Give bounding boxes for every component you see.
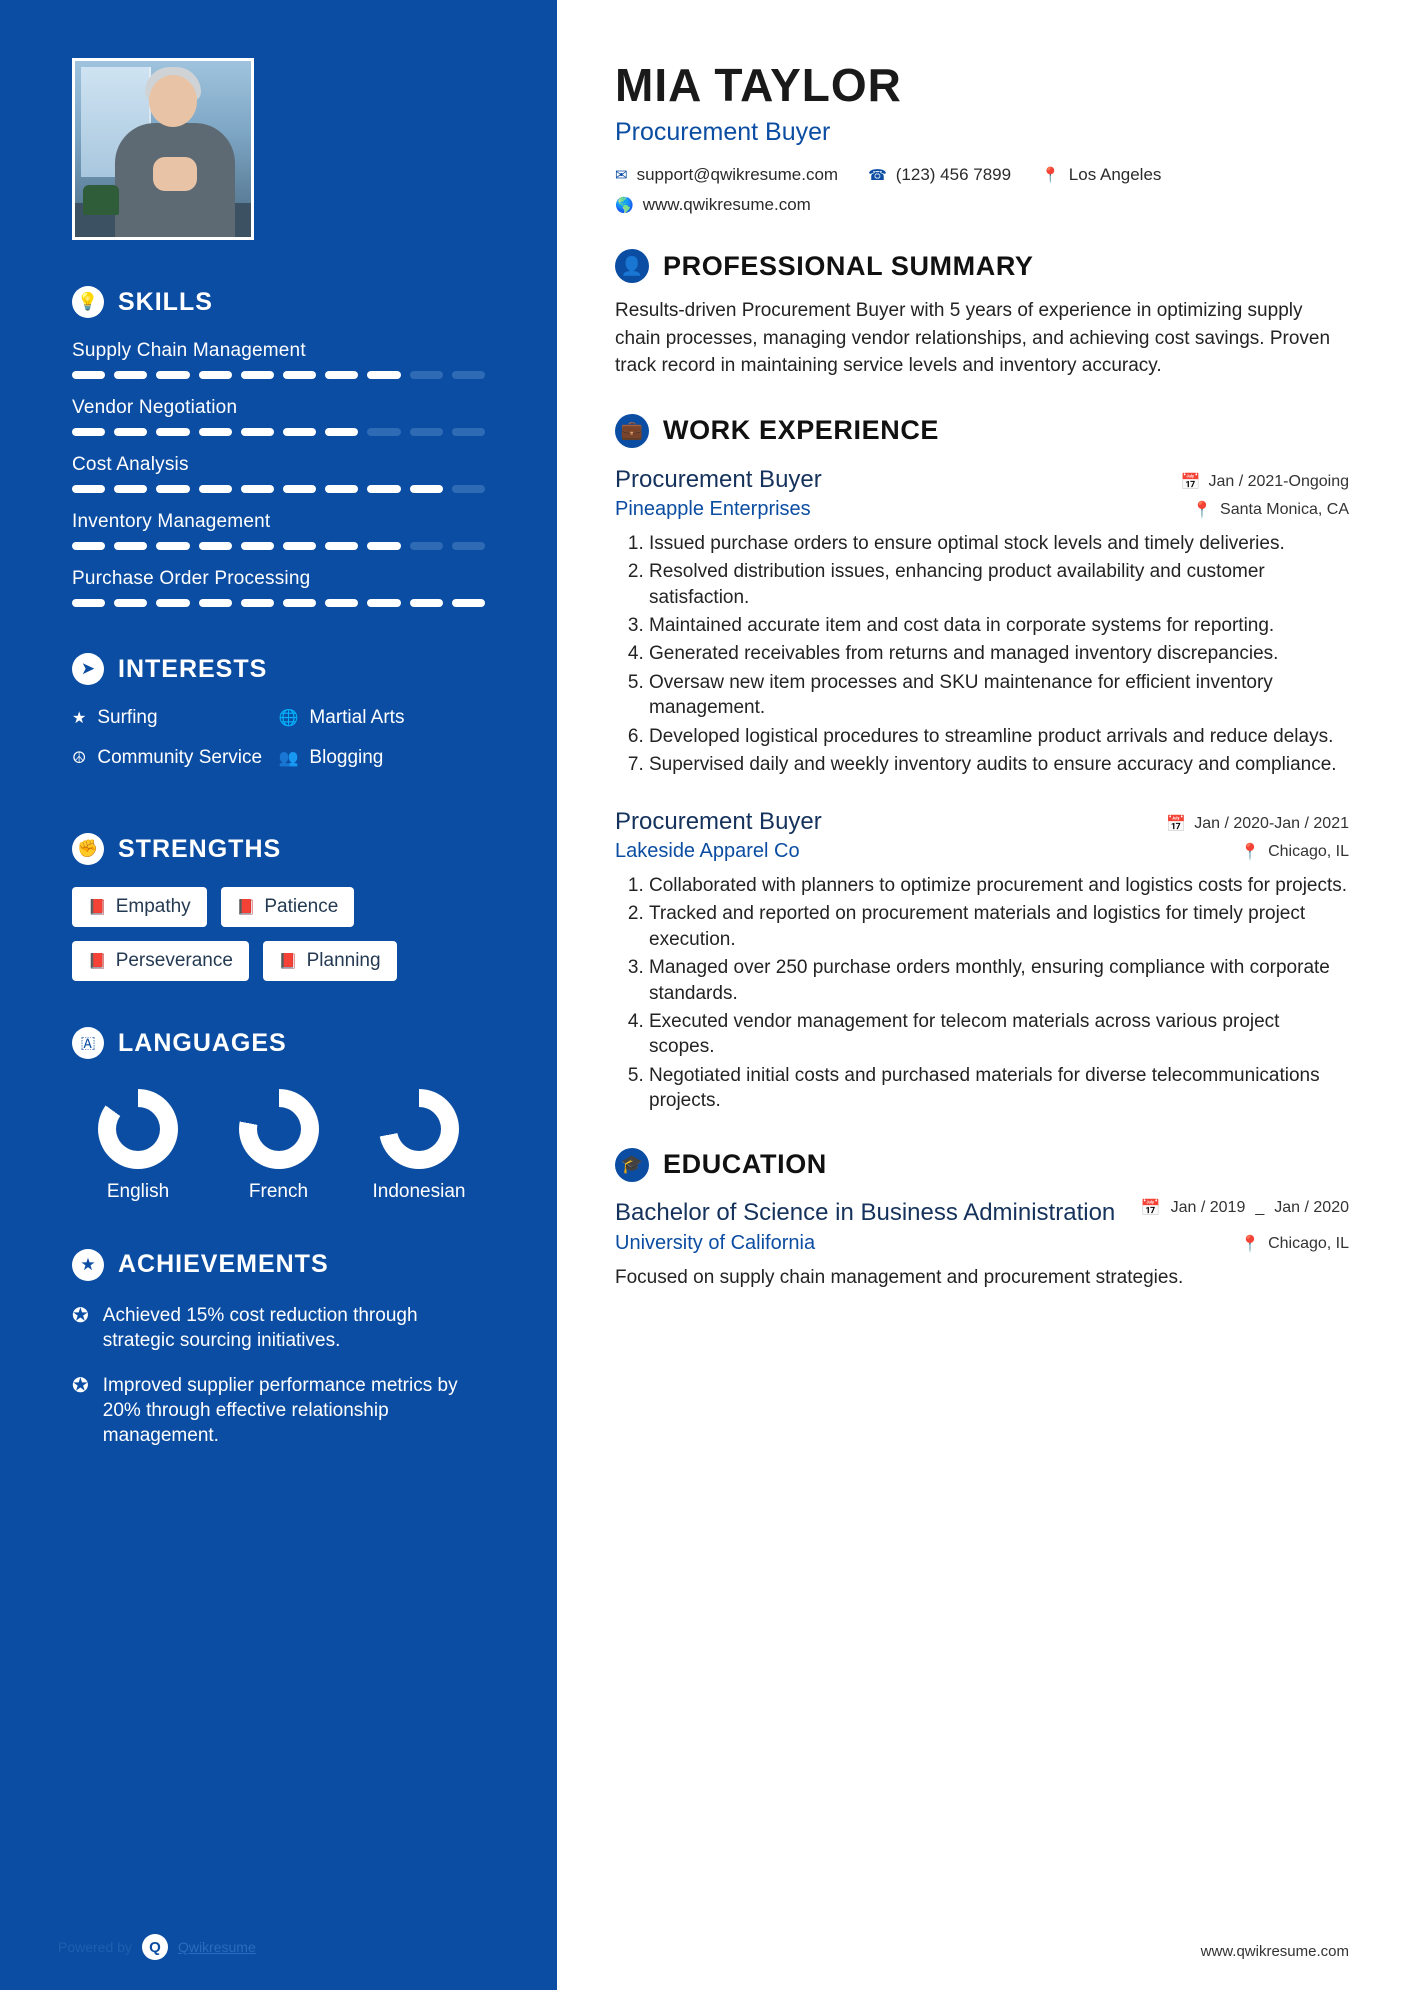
strength-label: Perseverance [115,950,233,971]
strength-label: Planning [306,950,381,971]
job-bullet: 1. Issued purchase orders to ensure optimal stock levels and timely deliveries. [649,531,1349,556]
skill-item [72,511,485,550]
section-title-experience: WORK EXPERIENCE [663,415,940,446]
experience-item [615,466,1349,778]
contact-email-text: support@qwikresume.com [636,165,839,184]
section-title-education: EDUCATION [663,1149,827,1180]
skill-item [72,397,485,436]
education-degree: Bachelor of Science in Business Administration [615,1198,1116,1226]
person-icon: 👤 [615,249,649,283]
interest-item [279,747,486,771]
achievement-text: Improved supplier performance metrics by 20% through effective relationship management. [102,1375,458,1447]
education-date-sep: _ [1255,1199,1265,1217]
skill-meter [72,599,485,607]
sidebar-section-skills [72,286,485,318]
job-dates [1181,472,1349,492]
job-bullet: 3. Managed over 250 purchase orders monthly, ensuring compliance with corporate standards. [649,955,1349,1006]
section-title-interests: INTERESTS [118,654,268,683]
skill-label: Vendor Negotiation [72,397,238,418]
book-icon: 📕 [236,899,256,916]
interest-label: Blogging [309,747,384,768]
education-description: Focused on supply chain management and procurement strategies. [615,1266,1184,1288]
achievement-text: Achieved 15% cost reduction through strategic sourcing initiatives. [102,1304,418,1351]
job-dates [1166,814,1349,834]
contact-website-text: www.qwikresume.com [642,195,811,214]
pin-icon: 📍 [1240,1235,1261,1253]
language-donut [379,1089,459,1169]
job-bullet: 4. Executed vendor management for telecom materials across various project scopes. [649,1009,1349,1060]
strength-label: Patience [264,896,339,917]
strength-chip [72,887,207,927]
job-bullet: 1. Collaborated with planners to optimize procurement and logistics costs for projects. [649,873,1349,898]
star-icon: ★ [72,710,87,727]
star-badge-icon: ★ [72,1249,104,1281]
job-bullet: 5. Negotiated initial costs and purchased materials for diverse telecommunications projects. [649,1063,1349,1114]
sidebar-section-achievements [72,1249,485,1281]
book-icon: 📕 [278,953,298,970]
star-icon: ✪ [72,1304,89,1327]
powered-by-prefix: Powered by [58,1939,132,1955]
job-company: Lakeside Apparel Co [615,839,800,862]
strengths-list [72,887,485,981]
skills-list [72,340,485,607]
job-location [1192,500,1349,520]
skill-item [72,454,485,493]
language-item [357,1089,481,1203]
avatar [72,58,254,240]
achievement-item [72,1303,485,1353]
job-bullet: 6. Developed logistical procedures to streamline product arrivals and reduce delays. [649,724,1349,749]
contact-location [1041,165,1161,185]
contact-website[interactable] [615,195,811,215]
section-title-strengths: STRENGTHS [118,834,282,863]
skill-item [72,568,485,607]
job-title: Procurement Buyer [615,465,822,493]
job-bullet: 4. Generated receivables from returns and managed inventory discrepancies. [649,641,1349,666]
briefcase-icon: 💼 [615,414,649,448]
paper-plane-icon: ➤ [72,653,104,685]
section-title-skills: SKILLS [118,287,213,316]
job-location [1240,842,1349,862]
main-content [557,0,1407,1990]
job-role-subtitle: Procurement Buyer [615,118,831,146]
job-location-text: Chicago, IL [1268,842,1349,860]
sidebar-section-strengths [72,833,485,865]
calendar-icon: 📅 [1166,815,1187,833]
language-label: French [248,1181,309,1202]
skill-meter [72,371,485,379]
strength-chip [72,941,249,981]
qwikresume-link[interactable]: Qwikresume [177,1939,256,1955]
book-icon: 📕 [88,899,107,916]
interest-item [72,707,279,731]
job-location-text: Santa Monica, CA [1220,500,1349,518]
experience-item [615,808,1349,1114]
job-bullet: 7. Supervised daily and weekly inventory audits to ensure accuracy and compliance. [649,752,1349,777]
education-date-start: Jan / 2019 [1170,1199,1246,1217]
page-title: MIA TAYLOR [615,59,902,111]
skill-meter [72,485,485,493]
language-item [76,1089,200,1203]
skill-label: Cost Analysis [72,454,189,475]
section-education [615,1148,1349,1182]
interest-item [279,707,486,731]
strength-chip [263,941,397,981]
section-professional-summary [615,249,1349,283]
people-icon: 👥 [278,750,299,767]
pin-icon: 📍 [1192,501,1213,519]
job-dates-text: Jan / 2021-Ongoing [1208,472,1349,490]
strength-chip [221,887,355,927]
interest-item [72,747,279,771]
sidebar-section-interests [72,653,485,685]
interest-label: Community Service [97,747,263,768]
language-item [217,1089,341,1203]
skill-label: Supply Chain Management [72,340,306,361]
language-icon: 🇦 [72,1027,104,1059]
sidebar-section-languages [72,1027,485,1059]
job-title: Procurement Buyer [615,807,822,835]
job-bullet: 3. Maintained accurate item and cost data in corporate systems for reporting. [649,613,1349,638]
powered-by[interactable] [58,1934,256,1960]
education-location-text: Chicago, IL [1268,1234,1349,1252]
skill-label: Inventory Management [72,511,271,532]
interests-list [72,707,485,787]
education-date-end: Jan / 2020 [1274,1199,1349,1217]
skill-meter [72,542,485,550]
skill-meter [72,428,485,436]
pin-icon: 📍 [1041,167,1060,184]
phone-icon: ☎ [868,167,887,184]
hand-icon: ☮ [72,750,87,767]
achievement-item [72,1373,485,1448]
job-bullet: 5. Oversaw new item processes and SKU maintenance for efficient inventory management. [649,670,1349,721]
job-bullet: 2. Tracked and reported on procurement materials and logistics for timely project execution. [649,901,1349,952]
qwikresume-logo-icon: Q [142,1934,168,1960]
language-label: Indonesian [372,1181,466,1202]
education-dates [1141,1198,1349,1218]
contact-info [615,165,1349,215]
section-title-achievements: ACHIEVEMENTS [118,1250,329,1279]
language-donut [98,1089,178,1169]
contact-location-text: Los Angeles [1068,165,1162,184]
section-title-summary: PROFESSIONAL SUMMARY [663,250,1034,281]
calendar-icon: 📅 [1180,473,1201,491]
job-bullet: 2. Resolved distribution issues, enhancing product availability and customer satisfaction. [649,559,1349,610]
languages-list [72,1081,485,1203]
education-school: University of California [615,1231,816,1254]
star-icon: ✪ [72,1375,89,1397]
job-bullets [649,873,1349,1114]
fist-icon: ✊ [72,833,104,865]
footer-url[interactable]: www.qwikresume.com [1200,1943,1349,1960]
education-location [1240,1234,1349,1254]
pin-icon: 📍 [1240,843,1261,861]
contact-phone-text: (123) 456 7899 [895,165,1012,184]
summary-text: Results-driven Procurement Buyer with 5 years of experience in optimizing supply chain processes, managing vendor relationships, and achieving cost savings. Proven track record in maintaining service levels and inventory accuracy. [615,300,1331,377]
job-dates-text: Jan / 2020-Jan / 2021 [1194,814,1349,832]
contact-email[interactable] [615,165,838,185]
language-label: English [106,1181,170,1202]
achievements-list [72,1303,485,1448]
education-item [615,1198,1349,1292]
graduation-icon: 🎓 [615,1148,649,1182]
calendar-icon: 📅 [1140,1199,1161,1217]
globe-icon: 🌎 [615,197,634,214]
language-donut [239,1089,319,1169]
contact-phone[interactable] [868,165,1011,185]
job-bullets [649,531,1349,778]
interest-label: Surfing [97,707,158,728]
skill-label: Purchase Order Processing [72,568,311,589]
section-title-languages: LANGUAGES [118,1028,287,1057]
globe-icon: 🌐 [278,710,299,727]
sidebar [0,0,557,1990]
skill-item [72,340,485,379]
interest-label: Martial Arts [309,707,405,728]
book-icon: 📕 [88,953,107,970]
envelope-icon: ✉ [615,167,628,184]
section-work-experience [615,414,1349,448]
job-company: Pineapple Enterprises [615,497,811,520]
strength-label: Empathy [115,896,191,917]
lightbulb-icon: 💡 [72,286,104,318]
